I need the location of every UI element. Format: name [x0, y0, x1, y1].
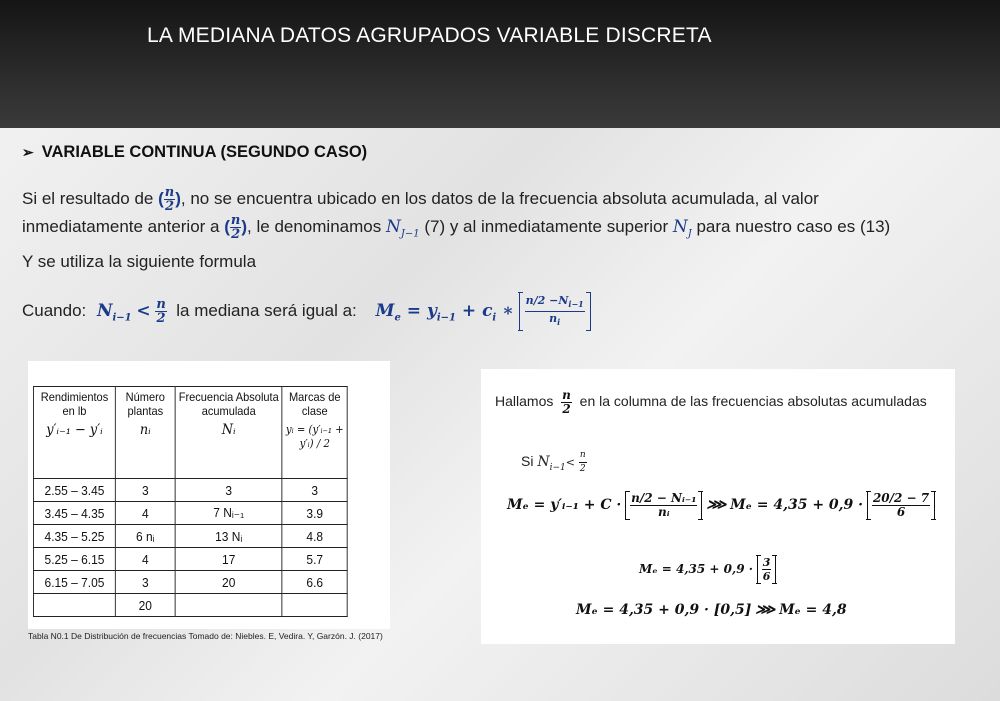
explanation-paragraph: Si el resultado de ( $\frac{n}{2}$ ), no se encuentra ubicado en los datos de la frecuencia absoluta acumulada, al valor inmediatamente anterior a ( $\frac{n}{2}$ ), le denominamos $N_{J-1}$ (7) y al inmediatamente superior $N_J$ para nuestro caso es (13) Y se utiliza la siguiente formula — [22, 185, 891, 272]
median-formula-line: Cuando: $N_{i-1}$ < $\frac{n}{2}$ la mediana será igual a: $M_e = y_{i-1} + c_i$ ∗ $\frac{n/2 -N_{i-1}}{n_i}$ — [22, 292, 982, 331]
median-formula: $M_e = y_{i-1} + c_i$ ∗ — [375, 301, 514, 324]
table-row: 6.15 – 7.05 3 20 6.6 — [33, 571, 347, 594]
median-statement: la mediana será igual a: — [176, 301, 357, 321]
calc-formula-1: Mₑ = y′ᵢ₋₁ + C · $\frac{\text{n/2 − Nᵢ₋₁}}{\text{nᵢ}}$ ⋙ Mₑ = 4,35 + 0,9 · $\frac{20/2 - 7}{6}$ — [507, 491, 935, 520]
arrow-bullet-icon: ➢ — [22, 144, 34, 160]
table-header-row — [33, 387, 347, 479]
condition-fraction: $\frac{n}{2}$ — [156, 297, 166, 327]
calc-intro: Hallamos $\frac{n}{2}$ en la columna de las frecuencias absolutas acumuladas — [495, 388, 927, 416]
table-row: 4.35 – 5.25 6 nᵢ 13 Nᵢ 4.8 — [33, 525, 347, 548]
table-header-cell: Frecuencia Absoluta acumulada Nᵢ — [175, 387, 282, 479]
page-title: LA MEDIANA DATOS AGRUPADOS VARIABLE DISCRETA — [147, 24, 712, 47]
frequency-table-panel — [28, 361, 390, 629]
condition-lhs: $N_{i-1}$ — [96, 301, 132, 324]
table-total-row: 20 — [33, 594, 347, 617]
section-title: VARIABLE CONTINUA (SEGUNDO CASO) — [41, 143, 368, 161]
para-text-3: inmediatamente anterior a — [22, 217, 220, 237]
formula-bracket: $\frac{n/2 -N_{i-1}}{n_i}$ — [519, 292, 591, 331]
table-row: 3.45 – 4.35 4 7 Nᵢ₋₁ 3.9 — [33, 502, 347, 525]
calc-condition: Si $N_{i-1}<$ $\frac{n}{2}$ — [521, 450, 586, 474]
table-header-cell: Número plantas nᵢ — [115, 387, 175, 479]
nj-minus-1-symbol: $N_{J-1}$ — [385, 217, 420, 240]
table-header-cell: Marcas de clase yᵢ = (y′ᵢ₋₁ + y′ᵢ) / 2 — [282, 387, 347, 479]
nj-symbol: $N_J$ — [672, 217, 692, 240]
table-row: 5.25 – 6.15 4 17 5.7 — [33, 548, 347, 571]
para-text-2: , no se encuentra ubicado en los datos de la frecuencia absoluta acumulada, al valor — [180, 189, 819, 208]
para-text-6: para nuestro caso es (13) — [696, 217, 891, 237]
para-text-1: Si el resultado de — [22, 189, 154, 208]
calc-formula-2: Mₑ = 4,35 + 0,9 · $\frac{3}{6}$ — [639, 555, 776, 584]
header-bar — [0, 0, 1000, 128]
calc-formula-3: Mₑ = 4,35 + 0,9 · [0,5] ⋙ Mₑ = 4,8 — [576, 602, 847, 618]
table-caption: Tabla N0.1 De Distribución de frecuencias Tomado de: Niebles. E, Vedira. Y, Garzón. J. (2017) — [28, 631, 383, 641]
table-header-cell: Rendimientos en lb y′ᵢ₋₁ − y′ᵢ — [33, 387, 115, 479]
para-text-5: (7) y al inmediatamente superior — [424, 217, 669, 237]
n-over-2-fraction: $\frac{n}{2}$ — [164, 185, 175, 215]
when-label: Cuando: — [22, 301, 87, 321]
paren-open: ( — [158, 189, 164, 208]
section-heading — [22, 143, 367, 162]
calculation-panel — [481, 369, 955, 644]
n-over-2-fraction-2: $\frac{n}{2}$ — [230, 213, 241, 243]
frequency-table — [33, 386, 348, 617]
para-text-4: , le denominamos — [247, 217, 382, 237]
table-row: 2.55 – 3.45 3 3 3 — [33, 479, 347, 502]
para-text-7: Y se utiliza la siguiente formula — [22, 252, 257, 272]
